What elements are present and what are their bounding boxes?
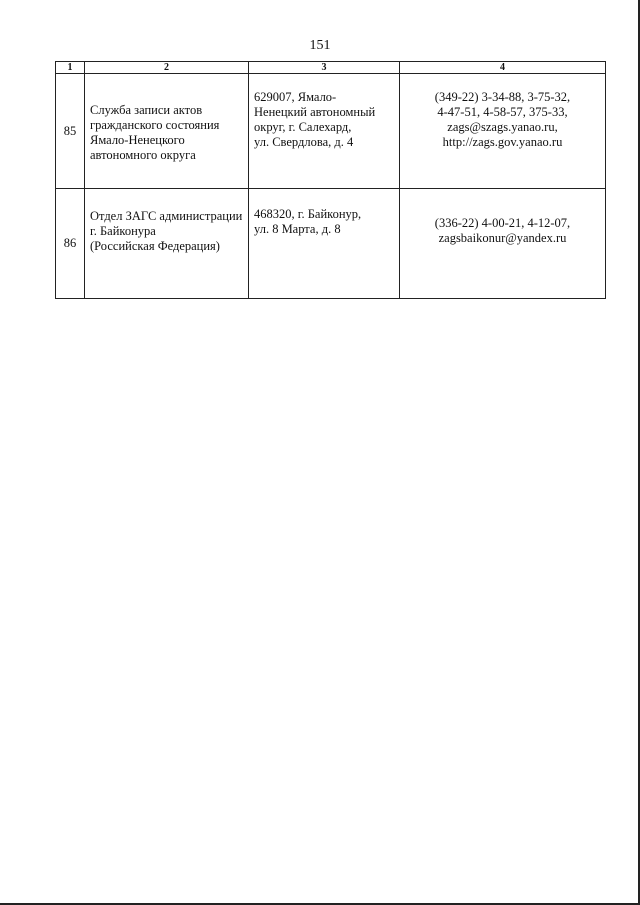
organization-contacts: (336-22) 4-00-21, 4-12-07, zagsbaikonur@yandex.ru	[400, 189, 606, 299]
registry-table	[55, 61, 606, 299]
organization-name: Служба записи актов гражданского состояния Ямало-Ненецкого автономного округа	[85, 74, 249, 189]
column-header-4: 4	[400, 62, 606, 74]
organization-name: Отдел ЗАГС администрации г. Байконура (Российская Федерация)	[85, 189, 249, 299]
table-row	[56, 189, 606, 299]
organization-address: 629007, Ямало- Ненецкий автономный округ, г. Салехард, ул. Свердлова, д. 4	[249, 74, 400, 189]
row-number: 85	[56, 74, 85, 189]
organization-address: 468320, г. Байконур, ул. 8 Марта, д. 8	[249, 189, 400, 299]
row-number: 86	[56, 189, 85, 299]
table-row	[56, 74, 606, 189]
column-header-2: 2	[85, 62, 249, 74]
page-number: 151	[309, 38, 331, 53]
column-header-1: 1	[56, 62, 85, 74]
column-header-3: 3	[249, 62, 400, 74]
organization-contacts: (349-22) 3-34-88, 3-75-32, 4-47-51, 4-58-57, 375-33, zags@szags.yanao.ru, http://zags.gov.yanao.ru	[400, 74, 606, 189]
table-header-row	[56, 62, 606, 74]
